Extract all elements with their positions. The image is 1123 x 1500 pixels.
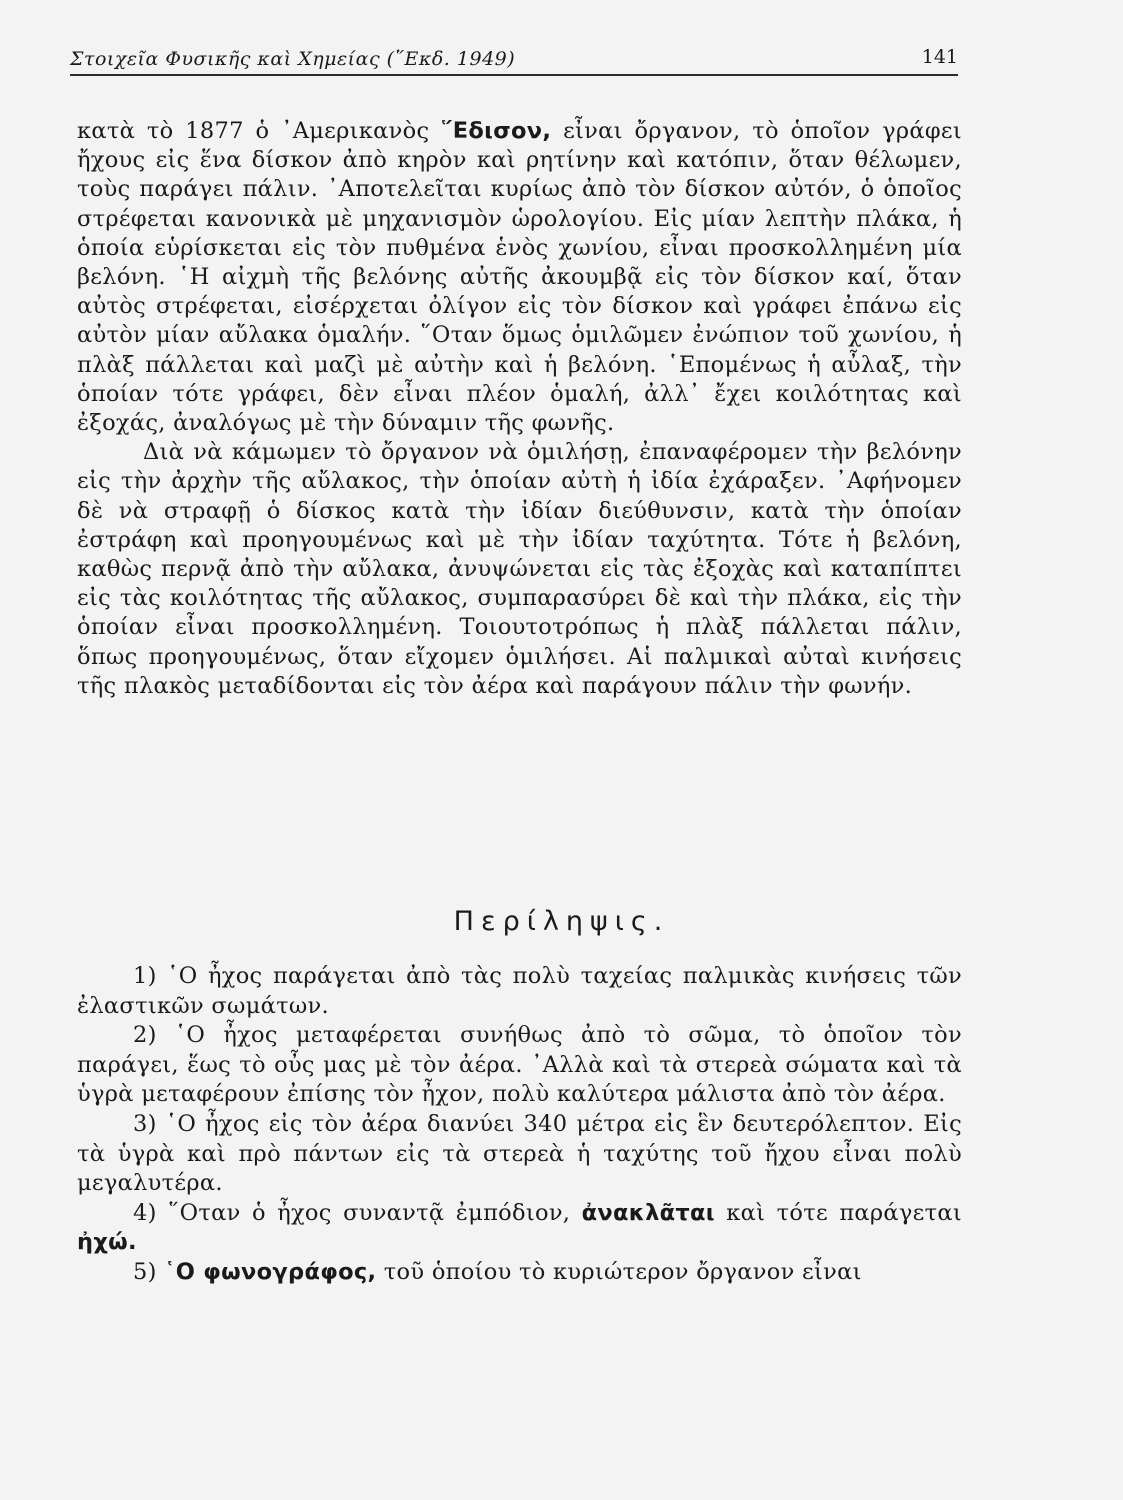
edison-name: ῞Εδισον, [441,118,552,144]
summary-item-2: 2) ῾Ο ἦχος μεταφέρεται συνήθως ἀπὸ τὸ σῶμα, τὸ ὁποῖον τὸν παράγει, ἕως τὸ οὖς μας μὲ τὸν ἀέρα. ᾿Αλλὰ καὶ τὰ στερεὰ σώματα καὶ τὰ ὑγρὰ μεταφέρουν ἐπίσης τὸν ἦχον, πολὺ καλύτερα μάλιστα ἀπὸ τὸν ἀέρα. [77,1022,962,1108]
page-number: 141 [921,46,958,68]
body-text [77,117,962,701]
header-rule [70,74,958,76]
item5-text-before: 5) [133,1258,165,1285]
term-echo: ἠχώ. [77,1229,137,1256]
summary-item-3: 3) ῾Ο ἦχος εἰς τὸν ἀέρα διανύει 340 μέτρα εἰς ἓν δευτερόλεπτον. Εἰς τὰ ὑγρὰ καὶ πρὸ πάντων εἰς τὰ στερεὰ ἡ ταχύτης τοῦ ἤχου εἶναι πολὺ μεγαλυτέρα. [77,1110,962,1197]
running-title: Στοιχεῖα Φυσικῆς καὶ Χημείας (῞Εκδ. 1949) [70,48,516,70]
paragraph-playback: Διὰ νὰ κάμωμεν τὸ ὄργανον νὰ ὁμιλήσῃ, ἐπαναφέρομεν τὴν βελόνην εἰς τὴν ἀρχὴν τῆς αὔλακος, τὴν ὁποίαν αὐτὴ ἡ ἰδία ἐχάραξεν. ᾿Αφήνομεν δὲ νὰ στραφῇ ὁ δίσκος κατὰ τὴν ἰδίαν διεύθυνσιν, κατὰ τὴν ὁποίαν ἐστράφη καὶ προηγουμένως καὶ μὲ τὴν ἰδίαν ταχύτητα. Τότε ἡ βελόνη, καθὼς περνᾷ ἀπὸ τὴν αὔλακα, ἀνυψώνεται εἰς τὰς ἐξοχὰς καὶ καταπίπτει εἰς τὰς κοιλότητας τῆς αὔλακος, συμπαρασύρει δὲ καὶ τὴν πλάκα, εἰς τὴν ὁποίαν εἶναι προσκολλημένη. Τοιουτοτρόπως ἡ πλὰξ πάλλεται πάλιν, ὅπως προηγουμένως, ὅταν εἴχομεν ὁμιλήσει. Αἱ παλμικαὶ αὐταὶ κινήσεις τῆς πλακὸς μεταδίδονται εἰς τὸν ἀέρα καὶ παράγουν πάλιν τὴν φωνήν. [77,439,962,699]
item4-text-middle: καὶ τότε παράγεται [714,1199,962,1226]
term-reflection: ἀνακλᾶται [581,1199,715,1226]
summary-heading: Περίληψις. [453,906,670,937]
summary-item-5 [77,1258,962,1288]
item5-text-after: τοῦ ὁποίου τὸ κυριώτερον ὄργανον εἶναι [376,1258,862,1285]
running-head [70,40,960,74]
summary-item-1: 1) ῾Ο ἦχος παράγεται ἀπὸ τὰς πολὺ ταχείας παλμικὰς κινήσεις τῶν ἐλαστικῶν σωμάτων. [77,963,962,1019]
summary-list [77,962,962,1288]
p1-text-after: εἶναι ὄργανον, τὸ ὁποῖον γράφει ἤχους εἰς ἕνα δίσκον ἀπὸ κηρὸν καὶ ρητίνην καὶ κατόπιν, ὅταν θέλωμεν, τοὺς παράγει πάλιν. ᾿Αποτελεῖται κυρίως ἀπὸ τὸν δίσκον αὐτόν, ὁ ὁποῖος στρέφεται κανονικὰ μὲ μηχανισμὸν ὡρολογίου. Εἰς μίαν λεπτὴν πλάκα, ἡ ὁποία εὑρίσκεται εἰς τὸν πυθμένα ἑνὸς χωνίου, εἶναι προσκολλημένη μία βελόνη. ῾Η αἰχμὴ τῆς βελόνης αὐτῆς ἀκουμβᾷ εἰς τὸν δίσκον καί, ὅταν αὐτὸς στρέφεται, εἰσέρχεται ὀλίγον εἰς τὸν δίσκον καὶ γράφει ἐπάνω εἰς αὐτὸν μίαν αὔλακα ὁμαλήν. ῞Οταν ὅμως ὁμιλῶμεν ἐνώπιον τοῦ χωνίου, ἡ πλὰξ πάλλεται καὶ μαζὶ μὲ αὐτὴν καὶ ἡ βελόνη. ῾Επομένως ἡ αὖλαξ, τὴν ὁποίαν τότε γράφει, δὲν εἶναι πλέον ὁμαλή, ἀλλ᾿ ἔχει κοιλότητας καὶ ἐξοχάς, ἀναλόγως μὲ τὴν δύναμιν τῆς φωνῆς. [77,118,963,437]
term-phonograph: ῾Ο φωνογράφος, [164,1258,377,1285]
p1-text-before: κατὰ τὸ 1877 ὁ ᾿Αμερικανὸς [77,118,442,144]
paragraph-phonograph-description [77,117,962,438]
item4-text-before: 4) ῞Οταν ὁ ἦχος συναντᾷ ἐμπόδιον, [133,1199,582,1226]
summary-item-4 [77,1199,962,1258]
